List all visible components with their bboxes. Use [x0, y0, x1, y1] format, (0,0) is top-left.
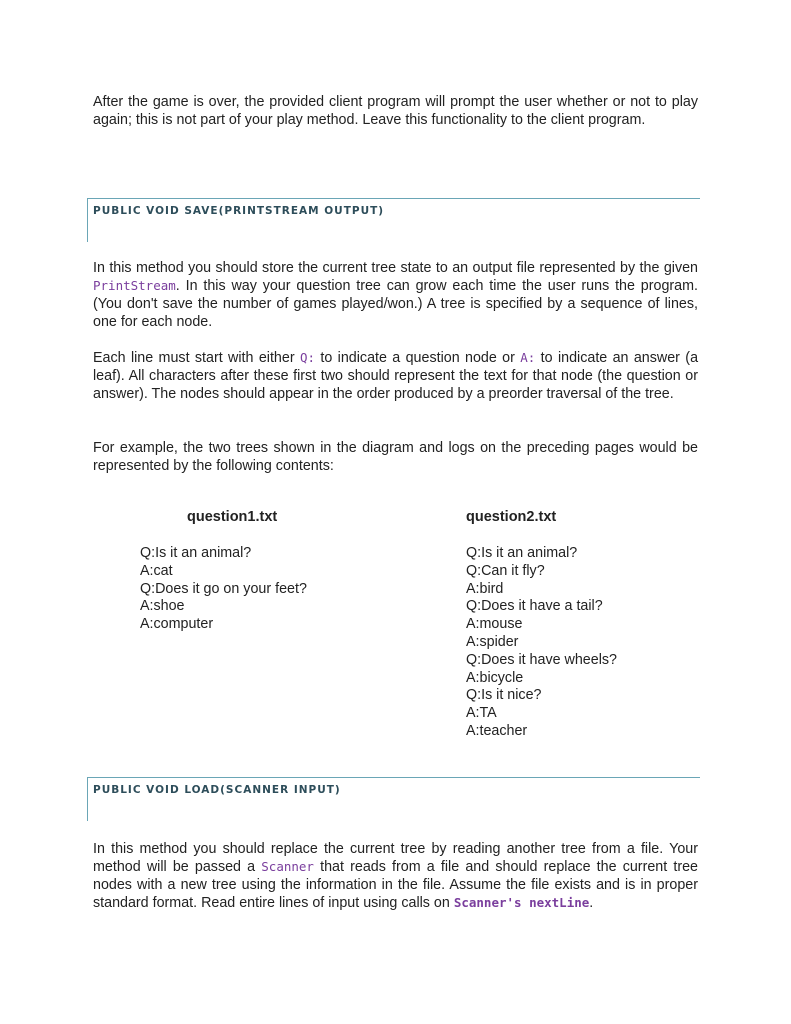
load-p1-text-c: . [589, 895, 594, 911]
file2-line: A:mouse [466, 616, 523, 633]
save-paragraph-2 [93, 349, 698, 403]
load-paragraph-1 [93, 840, 698, 912]
file2-line: Q:Does it have a tail? [466, 598, 603, 615]
file1-line: A:cat [140, 562, 173, 579]
file2-line: A:bicycle [466, 669, 524, 686]
save-p1-text-a: In this method you should store the current tree state to an output file represented by the given [93, 260, 698, 276]
file2-line: A:spider [466, 633, 519, 650]
scanner-code: Scanner [261, 859, 314, 874]
q-prefix-code: Q: [299, 350, 316, 365]
file1-line: Q:Is it an animal? [140, 545, 252, 561]
load-section-title: PUBLIC VOID LOAD(SCANNER INPUT) [93, 784, 341, 796]
printstream-code: PrintStream [93, 278, 176, 293]
save-paragraph-1 [93, 259, 698, 331]
nextline-code: Scanner's nextLine [453, 895, 590, 910]
load-p1-text-b: that reads from a file and should replace the current tree nodes with a new tree using the information in the file. Assume the file exists and is in proper standard format. Read entire lines of input using calls on [93, 859, 698, 911]
save-p2-text-c: to indicate an answer (a leaf). All characters after these first two should represent the text for that node (the question or answer). The nodes should appear in the order produced by a preorder traversal of the tree. [93, 350, 699, 402]
file1-line: A:computer [140, 616, 214, 633]
file2-line: Q:Is it an animal? [466, 545, 578, 561]
save-section-header [87, 198, 700, 242]
load-section-header [87, 777, 700, 821]
save-section-title: PUBLIC VOID SAVE(PRINTSTREAM OUTPUT) [93, 205, 385, 217]
file2-line: A:bird [466, 580, 504, 597]
file2-line: Q:Can it fly? [466, 562, 545, 579]
file2-title: question2.txt [466, 509, 557, 525]
save-p2-text-b: to indicate a question node or [315, 350, 521, 366]
file2-line: A:TA [466, 705, 497, 722]
file2-line: Q:Is it nice? [466, 687, 542, 704]
file2-contents [466, 545, 617, 741]
file1-contents [140, 545, 307, 634]
file1-line: Q:Does it go on your feet? [140, 580, 307, 597]
file2-line: A:teacher [466, 722, 528, 739]
file2-line: Q:Does it have wheels? [466, 651, 617, 668]
save-p1-text-b: . In this way your question tree can grow each time the user runs the program. (You don't save the number of games played/won.) A tree is specified by a sequence of lines, one for each node. [93, 278, 698, 330]
intro-paragraph: After the game is over, the provided client program will prompt the user whether or not to play again; this is not part of your play method. Leave this functionality to the client program. [93, 94, 698, 128]
file1-line: A:shoe [140, 598, 185, 615]
save-paragraph-3: For example, the two trees shown in the diagram and logs on the preceding pages would be represented by the following contents: [93, 440, 698, 474]
save-p2-text-a: Each line must start with either [93, 350, 300, 366]
a-prefix-code: A: [520, 350, 536, 365]
file1-title: question1.txt [187, 509, 278, 525]
load-p1-text-a: In this method you should replace the current tree by reading another tree from a file. Your method will be passed a [93, 841, 698, 875]
